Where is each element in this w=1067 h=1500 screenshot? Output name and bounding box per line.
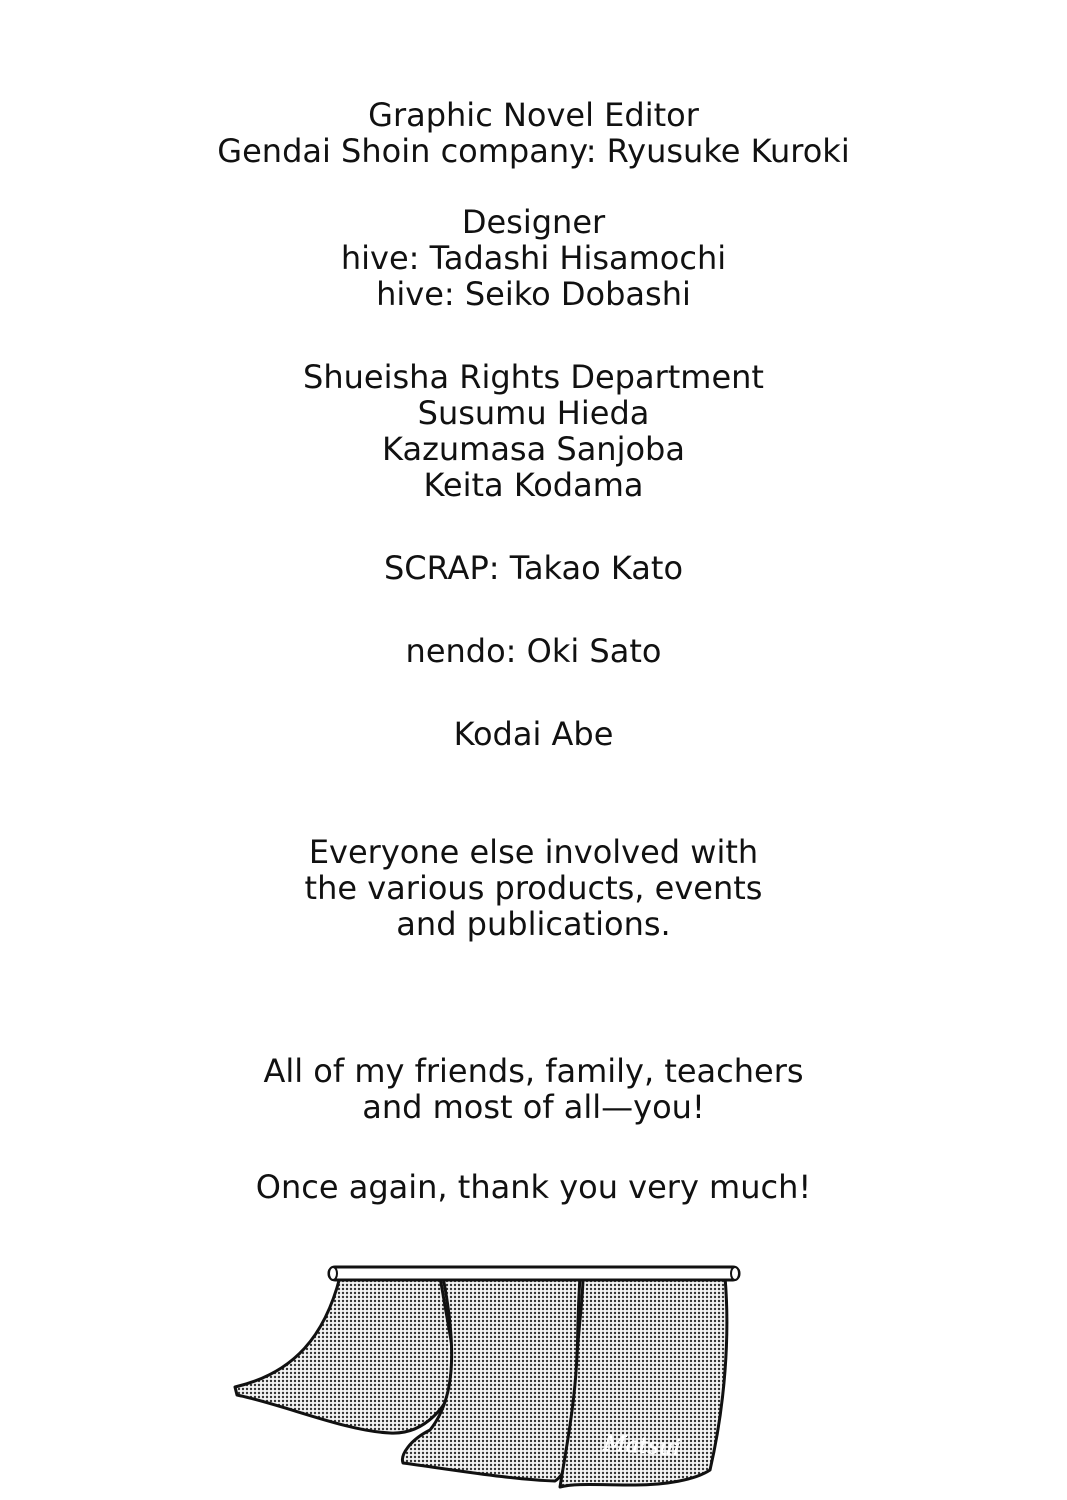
nendo-credit: nendo: Oki Sato (405, 632, 662, 670)
noren-curtain-illustration (225, 1255, 755, 1500)
rights-credit (0, 359, 1067, 503)
scrap-credit: SCRAP: Takao Kato (383, 549, 684, 587)
friends-line: All of my friends, family, teachers (263, 1052, 804, 1090)
designer-role: Designer (461, 203, 606, 241)
curtain-panel-left (235, 1277, 457, 1433)
artist-signature: Matsui (602, 1431, 682, 1462)
friends-line: and most of all—you! (362, 1088, 705, 1126)
designer-credit (0, 204, 1067, 312)
friends-credit (0, 1053, 1067, 1125)
curtain-rod (329, 1267, 739, 1280)
editor-role: Graphic Novel Editor (368, 96, 699, 134)
rights-name: Kazumasa Sanjoba (382, 430, 685, 468)
everyone-line: and publications. (396, 905, 671, 943)
rights-name: Susumu Hieda (417, 394, 650, 432)
designer-name: hive: Seiko Dobashi (376, 275, 691, 313)
everyone-line: Everyone else involved with (308, 833, 759, 871)
rights-role: Shueisha Rights Department (303, 358, 764, 396)
credits-list (0, 97, 1067, 1205)
everyone-credit (0, 834, 1067, 942)
editor-credit (0, 97, 1067, 169)
thanks-line: Once again, thank you very much! (255, 1168, 812, 1206)
rights-name: Keita Kodama (423, 466, 644, 504)
editor-name: Gendai Shoin company: Ryusuke Kuroki (217, 132, 850, 170)
everyone-line: the various products, events (304, 869, 763, 907)
kodai-credit: Kodai Abe (453, 715, 614, 753)
designer-name: hive: Tadashi Hisamochi (340, 239, 727, 277)
